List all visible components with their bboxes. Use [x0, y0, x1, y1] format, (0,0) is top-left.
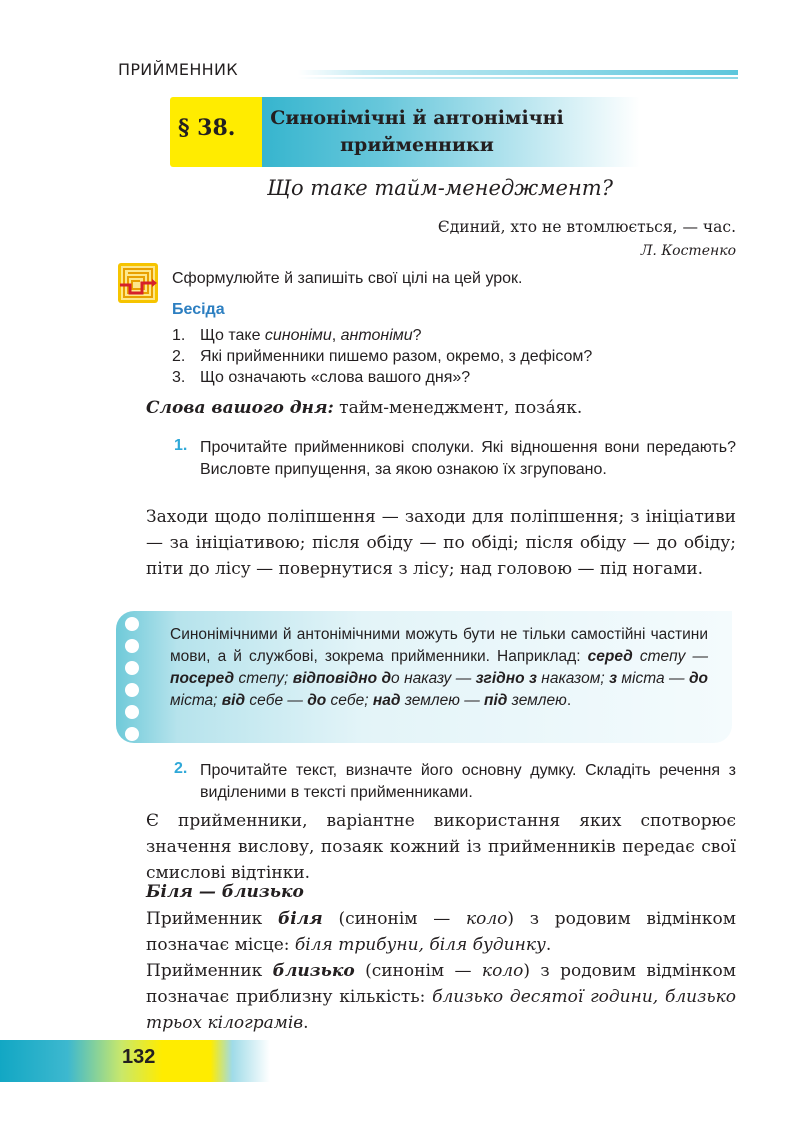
- list-item: 2. Які прийменники пишемо разом, окремо, з дефісом?: [172, 348, 593, 365]
- section-title: [252, 105, 582, 159]
- maze-icon: [118, 263, 158, 303]
- subtitle: Що таке тайм-менеджмент?: [267, 176, 613, 200]
- title-banner: [170, 97, 640, 167]
- task-text: Прочитайте прийменникові сполуки. Які відношення вони передають? Висловте припущення, за якою ознакою їх згруповано.: [200, 439, 736, 478]
- section-title-line1: Синонімічні й антонімічні: [270, 107, 564, 129]
- goal-text: Сформулюйте й запишіть свої цілі на цей урок.: [172, 270, 523, 287]
- ring-decoration: [125, 617, 139, 631]
- header-rule: [298, 70, 738, 75]
- blyzko-paragraph: Прийменник близько (синонім — коло) з родовим відмінком позначає приблизну кількість: близько десятої години, близько трьох кілограмів.: [146, 961, 737, 1033]
- section-header: ПРИЙМЕННИК: [118, 60, 238, 79]
- beseda-heading: Бесіда: [172, 301, 225, 318]
- epigraph-quote: Єдиний, хто не втомлюється, — час.: [437, 218, 736, 236]
- bilia-heading: Біля — близько: [146, 882, 304, 902]
- ring-decoration: [125, 661, 139, 675]
- ring-decoration: [125, 639, 139, 653]
- ring-decoration: [125, 705, 139, 719]
- phrases-paragraph: Заходи щодо поліпшення — заходи для поліпшення; з ініціативи — за ініціативою; після обіду — по обіді; після обіду — до обіду; піти до лісу — повернутися з лісу; над головою — під ногами.: [146, 507, 736, 579]
- rule-box: [116, 611, 732, 743]
- page-number: 132: [122, 1046, 156, 1068]
- bilia-paragraph: Прийменник біля (синонім — коло) з родовим відмінком позначає місце: біля трибуни, біля будинку.: [146, 909, 736, 955]
- words-of-day: Слова вашого дня: тайм-менеджмент, поза́як.: [146, 398, 583, 418]
- beseda-questions: [172, 325, 592, 388]
- section-title-line2: прийменники: [340, 134, 494, 156]
- task-number: 2.: [174, 760, 188, 777]
- task-number: 1.: [174, 437, 188, 454]
- ring-decoration: [125, 727, 139, 741]
- intro-paragraph: Є прийменники, варіантне використання яких спотворює значення вислову, позаяк кожний із прийменників передає свої смислові відтінки.: [146, 811, 736, 883]
- rule-text: Синонімічними й антонімічними можуть бути не тільки самостійні частини мови, а й службові, зокрема прийменники. Наприклад: серед степу — посеред степу; відповідно до наказу — згідно з наказом; з міста — до міста; від себе — до себе; над землею — під землею.: [170, 626, 708, 709]
- epigraph-author: Л. Костенко: [640, 243, 736, 259]
- paragraph-number: § 38.: [178, 115, 236, 141]
- list-item: 1. Що таке синоніми, антоніми?: [172, 327, 422, 344]
- ring-decoration: [125, 683, 139, 697]
- header-rule-thin: [298, 77, 738, 79]
- list-item: 3. Що означають «слова вашого дня»?: [172, 369, 471, 386]
- task-text: Прочитайте текст, визначте його основну думку. Складіть речення з виділеними в тексті прийменниками.: [200, 762, 736, 801]
